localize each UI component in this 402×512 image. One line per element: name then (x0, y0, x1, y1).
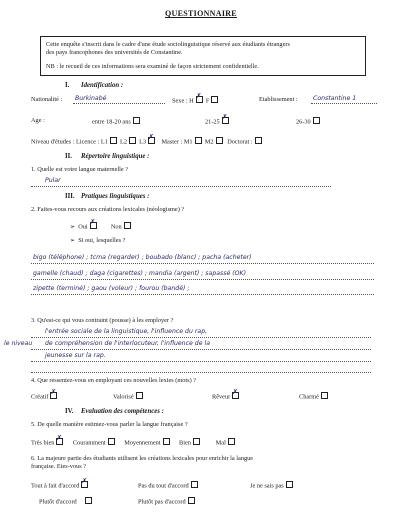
q2-non-checkbox[interactable] (124, 222, 131, 229)
l1-checkbox[interactable] (110, 137, 117, 144)
question-6-line-2: française. Etes-vous ? (31, 463, 87, 470)
l2-label: L2 (120, 138, 127, 146)
question-4: 4. Que ressentez-vous en employant ces nouvelles lexies (mots) ? (31, 377, 197, 384)
section-4-title: Evaluation des compétences : (81, 408, 164, 415)
q5-options (31, 438, 235, 447)
question-5: 5. De quelle manière estimez-vous parler la langue française ? (31, 421, 188, 428)
doctorat-label: Doctorat : (227, 138, 253, 146)
etablissement-value[interactable]: Constantine 1 (313, 95, 357, 102)
answer-2-line-2[interactable]: gamelle (chaud) ; daga (cigarettes) ; mandia (argent) ; sapassé (OK) (33, 270, 247, 277)
q6-ne-sais-pas-option (250, 481, 293, 490)
q2-oui-option (70, 222, 131, 231)
answer-2-line-1[interactable]: bigo (téléphone) ; tcma (regarder) ; boubado (blanc) ; pacha (acheter) (33, 254, 252, 261)
answer-2-dotted-line-1 (31, 263, 374, 264)
section-1-heading (65, 82, 123, 89)
q4-creatif-checkbox[interactable] (50, 392, 57, 399)
q2-oui-checkbox[interactable] (90, 222, 97, 229)
section-2-title: Répertoire linguistique : (81, 153, 150, 160)
intro-nb: NB : le recueil de ces informations sera examiné de façon strictement confidentielle. (46, 63, 259, 70)
niveau-field (31, 137, 262, 146)
intro-line-1: Cette enquête s'inscrit dans le cadre d'une étude sociolinguistique réservé aux étudiants étrangers (46, 41, 290, 48)
q4-charme-label: Charmé (299, 393, 319, 401)
q2-non-label: Non (110, 223, 122, 231)
q6-plutot-pas-option (138, 497, 195, 506)
intro-box (40, 36, 366, 76)
q2-lesquelles (70, 237, 125, 244)
section-2-number: II. (65, 153, 72, 160)
q2-lesquelles-label: Si oui, lesquelles ? (78, 237, 126, 244)
q5-moyennement-checkbox[interactable] (163, 438, 170, 445)
answer-3-line-3[interactable]: jeunesse sur la rap. (45, 352, 106, 359)
sexe-field (172, 96, 218, 105)
q4-valorise-checkbox[interactable] (136, 392, 143, 399)
q5-bien-checkbox[interactable] (193, 438, 200, 445)
sexe-h-checkbox[interactable] (196, 96, 203, 103)
l2-checkbox[interactable] (129, 137, 136, 144)
arrow-right-icon: ➢ (70, 223, 76, 231)
age-option-3 (296, 117, 320, 126)
age-label: Age : (31, 117, 45, 124)
answer-3-dotted-line-4 (31, 372, 371, 373)
section-4-number: IV. (65, 408, 74, 415)
master-label: Master : M1 (161, 138, 193, 146)
age-option-3-label: 26-30 (296, 118, 311, 126)
q6-tout-a-fait-checkbox[interactable] (81, 481, 88, 488)
age-option-2 (205, 117, 229, 126)
q5-couramment-label: Couramment (72, 439, 106, 447)
sexe-f-checkbox[interactable] (211, 96, 218, 103)
q6-tout-a-fait-label: Tout à fait d'accord (31, 482, 80, 490)
q4-valorise-label: Valorisé (113, 393, 134, 401)
q6-pas-du-tout-option (138, 481, 198, 490)
q6-ne-sais-pas-label: Je ne sais pas (250, 482, 284, 490)
m2-checkbox[interactable] (216, 137, 223, 144)
q4-reveur-label: Rêveur (212, 393, 231, 401)
age-option-3-checkbox[interactable] (313, 117, 320, 124)
answer-3-dotted-line-1 (31, 337, 371, 338)
age-option-2-checkbox[interactable] (222, 117, 229, 124)
q5-tres-bien-checkbox[interactable] (56, 438, 63, 445)
answer-2-dotted-line-3 (31, 294, 374, 295)
nationality-label: Nationalité : (31, 96, 63, 103)
age-option-1-checkbox[interactable] (133, 117, 140, 124)
q6-plutot-option (39, 497, 92, 506)
etablissement-label: Etablissement : (259, 96, 298, 103)
answer-2-line-3[interactable]: zipette (terminé) ; gaou (voleur) ; fourou (bandé) ; (33, 285, 190, 292)
section-2-heading (65, 153, 149, 160)
question-2: 2. Faites-vous recours aux créations lexicales (néologisme) ? (31, 206, 185, 213)
l3-label: L3 (139, 138, 147, 146)
q4-valorise-option (113, 392, 143, 401)
q4-charme-option (299, 392, 328, 401)
q4-creatif-option (31, 392, 57, 401)
section-1-title: Identification : (81, 82, 124, 89)
q4-reveur-option (212, 392, 239, 401)
age-option-1-label: entre 18-20 ans (92, 118, 131, 126)
sexe-f-label: F (205, 97, 210, 105)
question-6-line-1: 6. La majeure partie des étudiants utilisent les créations lexicales pour enrichir la langue (31, 455, 254, 462)
q4-creatif-label: Créatif (31, 393, 49, 401)
q6-ne-sais-pas-checkbox[interactable] (286, 481, 293, 488)
section-3-number: III. (65, 193, 75, 200)
q4-charme-checkbox[interactable] (321, 392, 328, 399)
section-3-heading (65, 193, 149, 200)
section-1-number: I. (65, 82, 70, 89)
m2-label: M2 (204, 138, 214, 146)
sexe-label: Sexe : H (172, 97, 194, 105)
answer-2-dotted-line-2 (31, 279, 374, 280)
q5-bien-label: Bien (179, 439, 191, 447)
l3-checkbox[interactable] (148, 137, 155, 144)
answer-1[interactable]: Pular (45, 177, 61, 184)
q5-moyennement-label: Moyennement (124, 439, 161, 447)
q5-mal-checkbox[interactable] (228, 438, 235, 445)
section-4-heading (65, 408, 164, 415)
question-3: 3. Qu'est-ce qui vous contraint (pousse) à les employer ? (31, 317, 174, 324)
q6-pas-du-tout-checkbox[interactable] (191, 481, 198, 488)
q4-reveur-checkbox[interactable] (232, 392, 239, 399)
niveau-label: Niveau d'études : Licence : L1 (31, 138, 108, 146)
age-option-2-label: 21-25 (205, 118, 220, 126)
q6-plutot-pas-checkbox[interactable] (188, 497, 195, 504)
q6-pas-du-tout-label: Pas du tout d'accord (138, 482, 189, 490)
q5-mal-label: Mal (215, 439, 226, 447)
intro-line-2: des pays francophones des universités de Constantine. (46, 49, 183, 56)
answer-3-dotted-line-3 (31, 361, 371, 362)
etablissement-dotted-line (311, 103, 377, 104)
age-option-1 (92, 117, 140, 126)
question-1: 1. Quelle est votre langue maternelle ? (31, 166, 129, 173)
answer-3-dotted-line-2 (31, 349, 371, 350)
q6-plutot-checkbox[interactable] (85, 497, 92, 504)
q5-tres-bien-label: Très bien (31, 439, 55, 447)
nationality-dotted-line (73, 103, 165, 104)
answer-3-margin-note[interactable]: le niveau (4, 340, 33, 347)
m1-checkbox[interactable] (195, 137, 202, 144)
page-title: QUESTIONNAIRE (165, 9, 237, 18)
nationality-value[interactable]: Burkinabé (75, 95, 107, 102)
q6-tout-a-fait-option (31, 481, 88, 490)
answer-3-line-1[interactable]: l'entrée sociale de la linguistique, l'influence du rap, (45, 328, 208, 335)
q2-oui-label: Oui (78, 223, 88, 231)
section-3-title: Pratiques linguistiques : (81, 193, 150, 200)
answer-3-line-2[interactable]: de compréhension de l'interlocuteur, l'influence de la (45, 340, 210, 347)
q6-plutot-pas-label: Plutôt pas d'accord (138, 498, 186, 506)
arrow-right-icon: ➢ (70, 237, 76, 244)
q6-plutot-label: Plutôt d'accord (39, 498, 77, 506)
q5-couramment-checkbox[interactable] (108, 438, 115, 445)
answer-1-dotted-line (31, 186, 331, 187)
doctorat-checkbox[interactable] (255, 137, 262, 144)
